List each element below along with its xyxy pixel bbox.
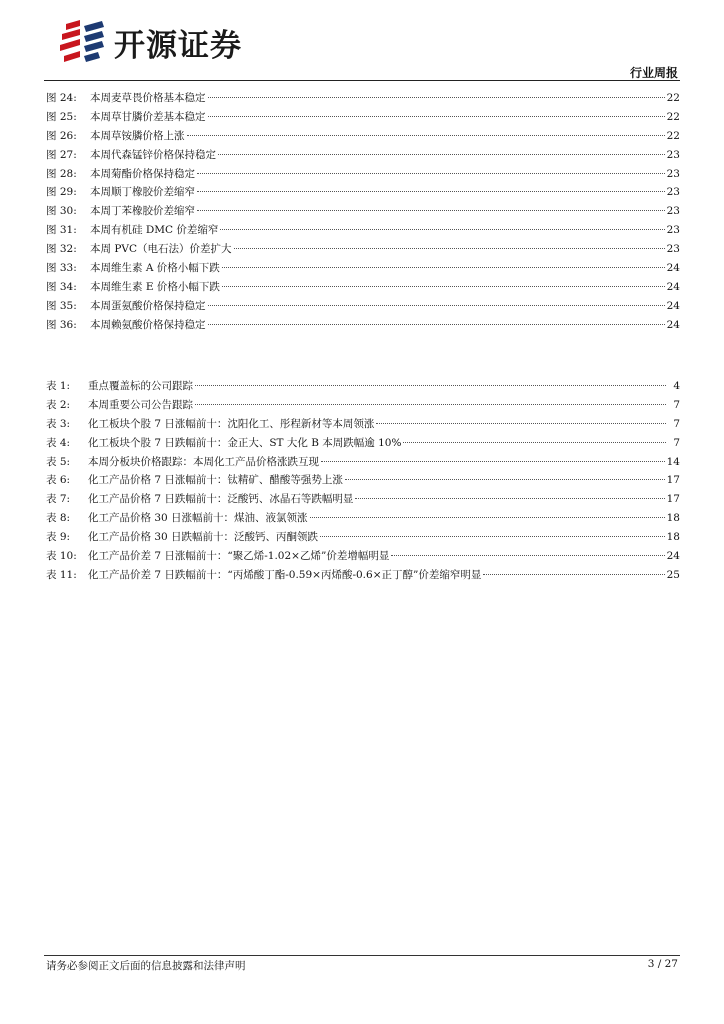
entry-number: 图 31: bbox=[46, 224, 77, 237]
entry-title: 化工板块个股 7 日涨幅前十：沈阳化工、彤程新材等本周领涨 bbox=[88, 417, 375, 430]
entry-page: 24 bbox=[666, 262, 680, 275]
toc-entry[interactable] bbox=[46, 278, 680, 297]
dot-leader bbox=[197, 191, 665, 192]
entry-page: 23 bbox=[666, 224, 680, 237]
dot-leader bbox=[376, 423, 666, 424]
page-header bbox=[0, 0, 724, 82]
entry-page: 24 bbox=[666, 280, 680, 293]
entry-number: 表 2: bbox=[46, 398, 71, 411]
entry-page: 23 bbox=[666, 186, 680, 199]
entry-number: 图 36: bbox=[46, 318, 77, 331]
dot-leader bbox=[197, 173, 665, 174]
entry-title: 化工产品价格 30 日跌幅前十：泛酸钙、丙酮领跌 bbox=[88, 531, 319, 544]
figure-list bbox=[46, 89, 680, 335]
dot-leader bbox=[321, 461, 665, 462]
entry-number: 表 7: bbox=[46, 493, 71, 506]
dot-leader bbox=[222, 267, 665, 268]
entry-number: 图 34: bbox=[46, 280, 77, 293]
dot-leader bbox=[391, 555, 664, 556]
entry-page: 24 bbox=[666, 318, 680, 331]
dot-leader bbox=[234, 248, 665, 249]
entry-number: 图 26: bbox=[46, 129, 77, 142]
entry-title: 本周 PVC（电石法）价差扩大 bbox=[90, 243, 232, 256]
entry-title: 化工产品价差 7 日涨幅前十：“聚乙烯-1.02×乙烯”价差增幅明显 bbox=[88, 550, 390, 563]
entry-page: 18 bbox=[666, 512, 680, 525]
entry-page: 24 bbox=[666, 299, 680, 312]
toc-entry[interactable] bbox=[46, 415, 680, 434]
entry-title: 化工产品价差 7 日跌幅前十：“丙烯酸丁酯-0.59×丙烯酸-0.6×正丁醇”价差缩窄明显 bbox=[88, 568, 482, 581]
entry-title: 本周维生素 A 价格小幅下跌 bbox=[90, 262, 220, 275]
header-divider bbox=[44, 80, 680, 81]
entry-number: 表 9: bbox=[46, 531, 71, 544]
entry-title: 本周丁苯橡胶价差缩窄 bbox=[90, 205, 195, 218]
entry-number: 图 33: bbox=[46, 262, 77, 275]
toc-entry[interactable] bbox=[46, 89, 680, 108]
toc-entry[interactable] bbox=[46, 434, 680, 453]
entry-number: 图 32: bbox=[46, 243, 77, 256]
company-name: 开源证券 bbox=[114, 28, 242, 64]
entry-title: 本周蛋氨酸价格保持稳定 bbox=[90, 299, 206, 312]
entry-number: 表 8: bbox=[46, 512, 71, 525]
entry-number: 图 25: bbox=[46, 110, 77, 123]
table-list bbox=[46, 377, 680, 585]
entry-number: 图 28: bbox=[46, 167, 77, 180]
entry-title: 本周麦草畏价格基本稳定 bbox=[90, 92, 206, 104]
dot-leader bbox=[483, 574, 664, 575]
toc-entry[interactable] bbox=[46, 165, 680, 184]
entry-title: 本周代森锰锌价格保持稳定 bbox=[90, 148, 216, 161]
toc-entry[interactable] bbox=[46, 528, 680, 547]
dot-leader bbox=[208, 324, 665, 325]
toc-entry[interactable] bbox=[46, 127, 680, 146]
toc-entry[interactable] bbox=[46, 547, 680, 566]
dot-leader bbox=[208, 116, 665, 117]
entry-title: 化工产品价格 30 日涨幅前十：煤油、液氯领涨 bbox=[88, 512, 308, 525]
dot-leader bbox=[222, 286, 665, 287]
entry-page: 22 bbox=[666, 92, 680, 104]
toc-entry[interactable] bbox=[46, 240, 680, 259]
toc-entry[interactable] bbox=[46, 221, 680, 240]
dot-leader bbox=[220, 229, 664, 230]
entry-title: 本周菊酯价格保持稳定 bbox=[90, 167, 195, 180]
entry-number: 图 24: bbox=[46, 92, 77, 104]
toc-entry[interactable] bbox=[46, 377, 680, 396]
entry-number: 图 35: bbox=[46, 299, 77, 312]
footer-disclaimer: 请务必参阅正文后面的信息披露和法律声明 bbox=[46, 960, 246, 972]
dot-leader bbox=[218, 154, 665, 155]
entry-page: 23 bbox=[666, 205, 680, 218]
entry-number: 表 6: bbox=[46, 474, 71, 487]
toc-entry[interactable] bbox=[46, 316, 680, 335]
footer-divider bbox=[44, 955, 680, 956]
toc-entry[interactable] bbox=[46, 396, 680, 415]
toc-entry[interactable] bbox=[46, 183, 680, 202]
entry-number: 图 29: bbox=[46, 186, 77, 199]
dot-leader bbox=[403, 442, 666, 443]
entry-page: 24 bbox=[666, 550, 680, 563]
entry-page: 18 bbox=[666, 531, 680, 544]
page-number: 3 / 27 bbox=[647, 958, 678, 970]
toc-entry[interactable] bbox=[46, 297, 680, 316]
dot-leader bbox=[345, 479, 665, 480]
entry-title: 本周有机硅 DMC 价差缩窄 bbox=[90, 224, 219, 237]
entry-number: 表 1: bbox=[46, 380, 71, 392]
toc-entry[interactable] bbox=[46, 108, 680, 127]
entry-title: 本周草铵膦价格上涨 bbox=[90, 129, 185, 142]
report-type-label: 行业周报 bbox=[629, 66, 678, 80]
dot-leader bbox=[195, 385, 666, 386]
dot-leader bbox=[310, 517, 665, 518]
entry-title: 化工产品价格 7 日涨幅前十：钛精矿、醋酸等强势上涨 bbox=[88, 474, 343, 487]
entry-title: 本周赖氨酸价格保持稳定 bbox=[90, 318, 206, 331]
entry-number: 图 27: bbox=[46, 148, 77, 161]
entry-number: 图 30: bbox=[46, 205, 77, 218]
entry-page: 23 bbox=[666, 167, 680, 180]
entry-title: 本周重要公司公告跟踪 bbox=[88, 398, 193, 411]
toc-entry[interactable] bbox=[46, 566, 680, 585]
entry-title: 本周顺丁橡胶价差缩窄 bbox=[90, 186, 195, 199]
dot-leader bbox=[208, 305, 665, 306]
toc-entry[interactable] bbox=[46, 259, 680, 278]
toc-entry[interactable] bbox=[46, 202, 680, 221]
entry-page: 17 bbox=[666, 474, 680, 487]
entry-page: 7 bbox=[673, 436, 680, 449]
entry-page: 23 bbox=[666, 148, 680, 161]
entry-page: 7 bbox=[673, 417, 680, 430]
dot-leader bbox=[195, 404, 666, 405]
toc-entry[interactable] bbox=[46, 471, 680, 490]
toc-entry[interactable] bbox=[46, 490, 680, 509]
toc-entry[interactable] bbox=[46, 453, 680, 472]
dot-leader bbox=[187, 135, 665, 136]
dot-leader bbox=[208, 97, 665, 98]
entry-page: 22 bbox=[666, 129, 680, 142]
entry-number: 表 10: bbox=[46, 550, 77, 563]
entry-number: 表 11: bbox=[46, 568, 77, 581]
dot-leader bbox=[355, 498, 664, 499]
entry-page: 4 bbox=[673, 380, 680, 392]
toc-entry[interactable] bbox=[46, 509, 680, 528]
kaiyuan-logo-icon bbox=[58, 18, 108, 64]
entry-page: 23 bbox=[666, 243, 680, 256]
dot-leader bbox=[197, 210, 665, 211]
entry-page: 25 bbox=[666, 568, 680, 581]
entry-title: 化工板块个股 7 日跌幅前十：金正大、ST 大化 B 本周跌幅逾 10% bbox=[88, 436, 402, 449]
entry-number: 表 4: bbox=[46, 436, 71, 449]
entry-page: 17 bbox=[666, 493, 680, 506]
entry-page: 7 bbox=[673, 398, 680, 411]
toc-entry[interactable] bbox=[46, 146, 680, 165]
entry-title: 本周草甘膦价差基本稳定 bbox=[90, 110, 206, 123]
entry-number: 表 5: bbox=[46, 455, 71, 468]
entry-page: 22 bbox=[666, 110, 680, 123]
dot-leader bbox=[320, 536, 665, 537]
entry-page: 14 bbox=[666, 455, 680, 468]
entry-title: 本周分板块价格跟踪：本周化工产品价格涨跌互现 bbox=[88, 455, 319, 468]
entry-title: 化工产品价格 7 日跌幅前十：泛酸钙、冰晶石等跌幅明显 bbox=[88, 493, 354, 506]
entry-title: 重点覆盖标的公司跟踪 bbox=[88, 380, 193, 392]
entry-title: 本周维生素 E 价格小幅下跌 bbox=[90, 280, 220, 293]
entry-number: 表 3: bbox=[46, 417, 71, 430]
